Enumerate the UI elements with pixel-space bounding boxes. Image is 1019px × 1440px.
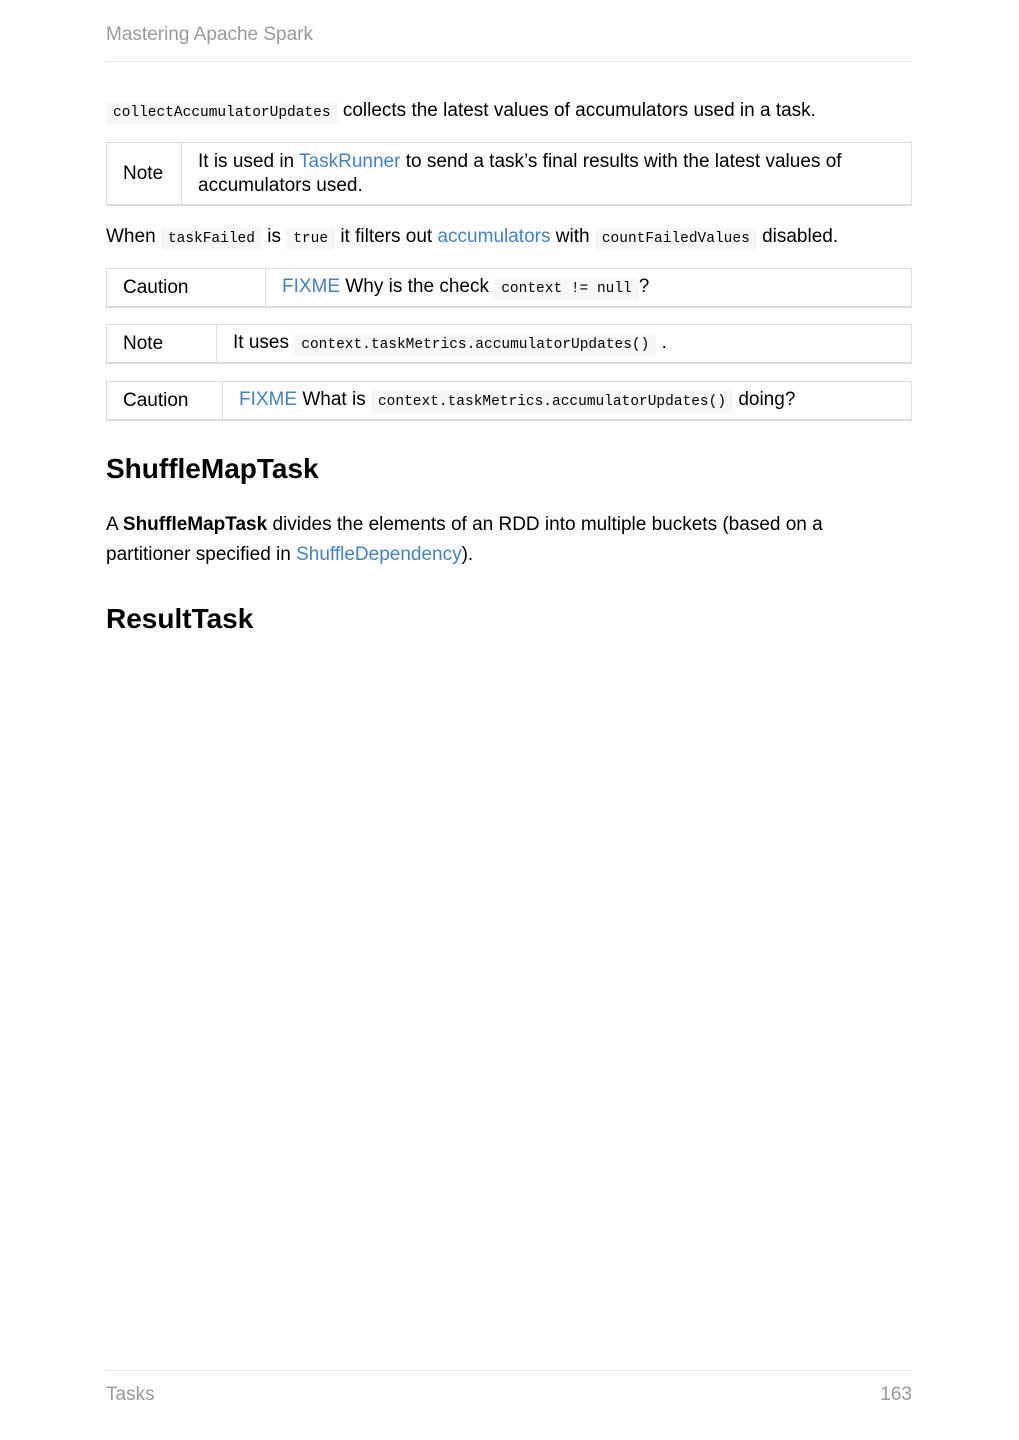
inline-code: context.taskMetrics.accumulatorUpdates() <box>371 391 733 413</box>
paragraph-text: divides the elements of an RDD into multiple buckets (based on a partitioner specified in <box>106 514 823 565</box>
paragraph-text: When <box>106 226 156 247</box>
paragraph-task-failed <box>106 222 912 254</box>
paragraph-text: with <box>555 226 590 247</box>
shuffledependency-link[interactable]: ShuffleDependency <box>296 544 462 565</box>
caution-box-context-null <box>106 268 912 308</box>
fixme-link[interactable]: FIXME <box>239 388 298 410</box>
caution-body <box>266 269 911 306</box>
note-text: It uses <box>233 331 289 353</box>
page-number: 163 <box>880 1384 912 1405</box>
inline-code: true <box>286 228 335 250</box>
bold-term: ShuffleMapTask <box>122 514 268 535</box>
inline-code: collectAccumulatorUpdates <box>106 102 338 124</box>
accumulators-link[interactable]: accumulators <box>437 226 551 247</box>
caution-box-accumulator-updates <box>106 381 912 421</box>
section-heading-shufflemaptask: ShuffleMapTask <box>106 453 319 484</box>
note-label: Note <box>107 325 217 362</box>
paragraph-text: it filters out <box>340 226 433 247</box>
caution-label: Caution <box>107 382 223 419</box>
paragraph-collect-accumulator-updates <box>106 96 912 128</box>
note-label: Note <box>107 143 182 204</box>
caution-text-end: doing? <box>738 388 796 410</box>
paragraph-text: is <box>267 226 281 247</box>
inline-code: context.taskMetrics.accumulatorUpdates() <box>294 334 656 356</box>
note-box-accumulator-updates <box>106 324 912 364</box>
page <box>106 0 912 1440</box>
inline-code: taskFailed <box>161 228 262 250</box>
inline-code: countFailedValues <box>595 228 757 250</box>
caution-text: What is <box>302 388 366 410</box>
running-footer <box>106 1370 912 1405</box>
caution-label: Caution <box>107 269 266 306</box>
caution-text: Why is the check <box>345 275 489 297</box>
book-title: Mastering Apache Spark <box>106 24 314 45</box>
paragraph-text-end: ). <box>461 544 474 565</box>
chapter-name: Tasks <box>106 1384 155 1405</box>
caution-text-end: ? <box>638 275 650 297</box>
paragraph-text: disabled. <box>762 226 839 247</box>
paragraph-text: A <box>106 514 118 535</box>
note-box-taskrunner <box>106 142 912 206</box>
note-body <box>182 143 911 204</box>
note-text: It is used in <box>198 150 295 172</box>
note-text-continued: to send a task’s final results with the latest values of accumulators used. <box>198 150 842 196</box>
inline-code: context != null <box>494 278 639 300</box>
section-heading-resulttask: ResultTask <box>106 603 254 634</box>
running-header <box>106 24 912 62</box>
taskrunner-link[interactable]: TaskRunner <box>299 150 401 172</box>
paragraph-shufflemaptask <box>106 510 912 570</box>
fixme-link[interactable]: FIXME <box>282 275 341 297</box>
note-text-end: . <box>661 331 667 353</box>
paragraph-text: collects the latest values of accumulators used in a task. <box>342 100 816 121</box>
caution-body <box>223 382 911 419</box>
note-body <box>217 325 911 362</box>
